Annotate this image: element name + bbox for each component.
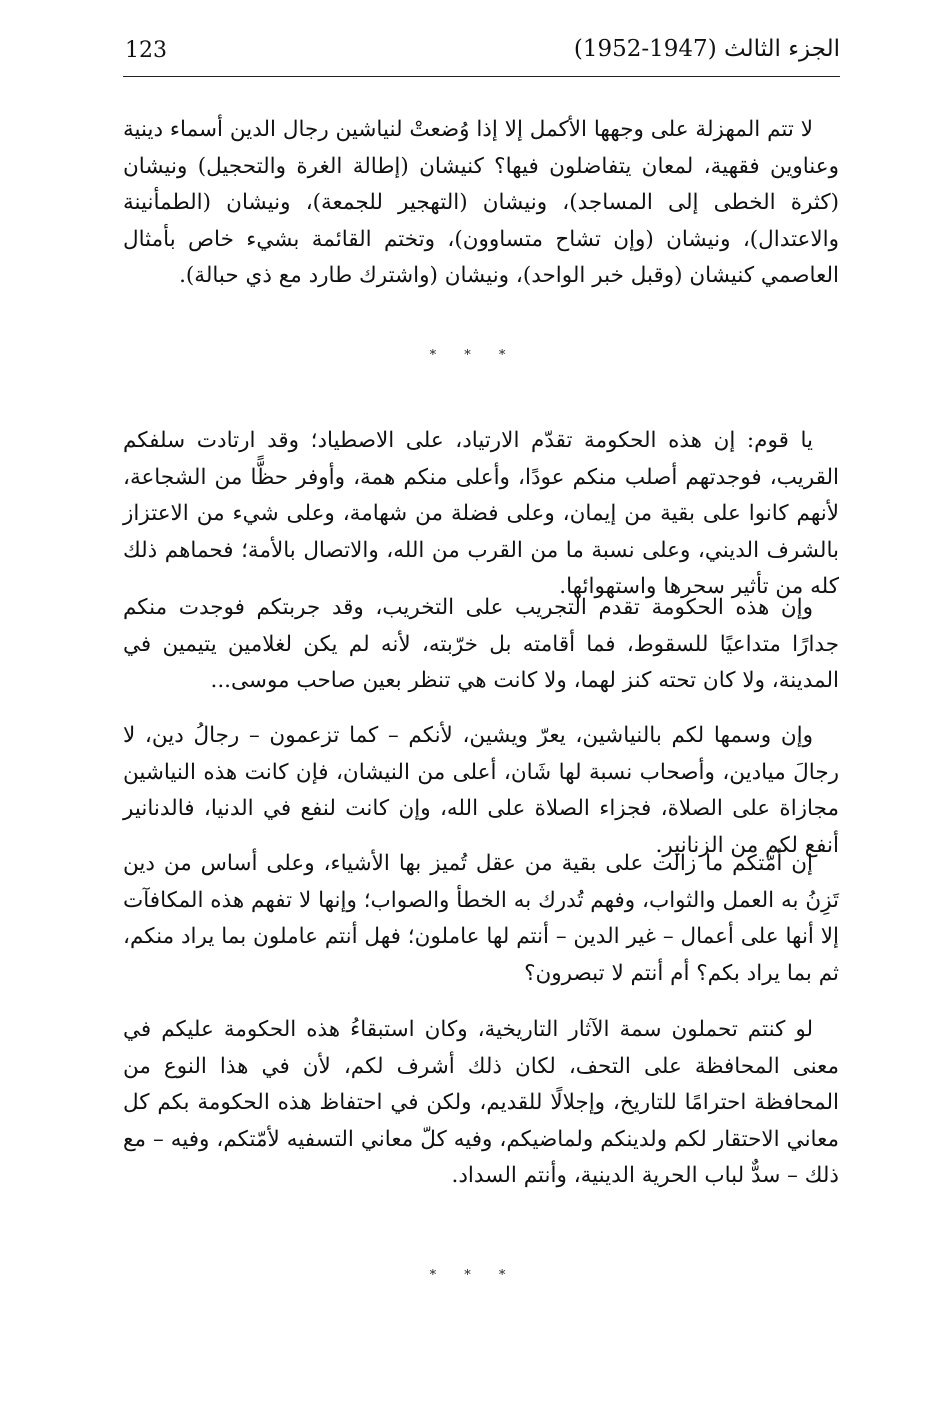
section-separator-1: * * * (429, 348, 518, 363)
running-head: الجزء الثالث (1947-1952) (573, 36, 840, 62)
paragraph-1: لا تتم المهزلة على وجهها الأكمل إلا إذا وُضعتْ لنياشين رجال الدين أسماء دينية وعناوين فقهية، لمعان يتفاضلون فيها؟ كنيشان (إطالة الغرة والتحجيل) ونيشان (كثرة الخطى إلى المساجد)، ونيشان (التهجير للجمعة)، ونيشان (الطمأنينة والاعتدال)، ونيشان (وإن تشاح متساوون)، وتختم القائمة بشيء خاص بأمثال العاصمي كنيشان (وقبل خبر الواحد)، ونيشان (واشترك طارد مع ذي حبالة). (123, 117, 839, 288)
paragraph-3: وإن هذه الحكومة تقدم التجريب على التخريب، وقد جربتكم فوجدت منكم جدارًا متداعيًا للسقوط، فما أقامته بل خرّبته، لأنه لم يكن لغلامين يتيمين في المدينة، ولا كان تحته كنز لهما، ولا كانت هي تنظر بعين صاحب موسى... (123, 595, 839, 693)
paragraph-4: وإن وسمها لكم بالنياشين، يعرّ ويشين، لأنكم – كما تزعمون – رجالُ دين، لا رجالَ ميادين، وأصحاب نسبة لها شَان، أعلى من النيشان، فإن كانت هذه النياشين مجازاة على الصلاة، فجزاء الصلاة على الله، وإن كانت لنفع في الدنيا، فالدنانير أنفع لكم من الزنانير. (123, 723, 839, 858)
paragraph-6: لو كنتم تحملون سمة الآثار التاريخية، وكان استبقاءُ هذه الحكومة عليكم في معنى المحافظة على التحف، لكان ذلك أشرف لكم، لأن في هذا النوع من المحافظة احترامًا للتاريخ، وإجلالًا للقديم، ولكن في احتفاظ هذه الحكومة بكم كل معاني الاحتقار لكم ولدينكم ولماضيكم، وفيه كلّ معاني التسفيه لأمّتكم، وفيه – مع ذلك – سدٌّ لباب الحرية الدينية، وأنتم السداد. (123, 1017, 839, 1188)
paragraph-2: يا قوم: إن هذه الحكومة تقدّم الارتياد، على الاصطياد؛ وقد ارتادت سلفكم القريب، فوجدتهم أصلب منكم عودًا، وأعلى منكم همة، وأوفر حظًّا من الشجاعة، لأنهم كانوا على بقية من إيمان، وعلى فضلة من شهامة، وعلى شيء من الاعتزاز بالشرف الديني، وعلى نسبة ما من القرب من الله، والاتصال بالأمة؛ فحماهم ذلك كله من تأثير سحرها واستهوائها. (123, 428, 839, 599)
page-number: 123 (125, 38, 167, 63)
paragraph-5: إن أمّتكم ما زالت على بقية من عقل تُميز بها الأشياء، وعلى أساس من دين تَزِنُ به العمل والثواب، وفهم تُدرك به الخطأ والصواب؛ وإنها لا تفهم هذه المكافآت إلا أنها على أعمال – غير الدين – أنتم لها عاملون؛ فهل أنتم عاملون بما يراد منكم، ثم بما يراد بكم؟ أم أنتم لا تبصرون؟ (123, 851, 839, 986)
page-header (123, 36, 840, 77)
section-separator-2: * * * (429, 1268, 518, 1283)
